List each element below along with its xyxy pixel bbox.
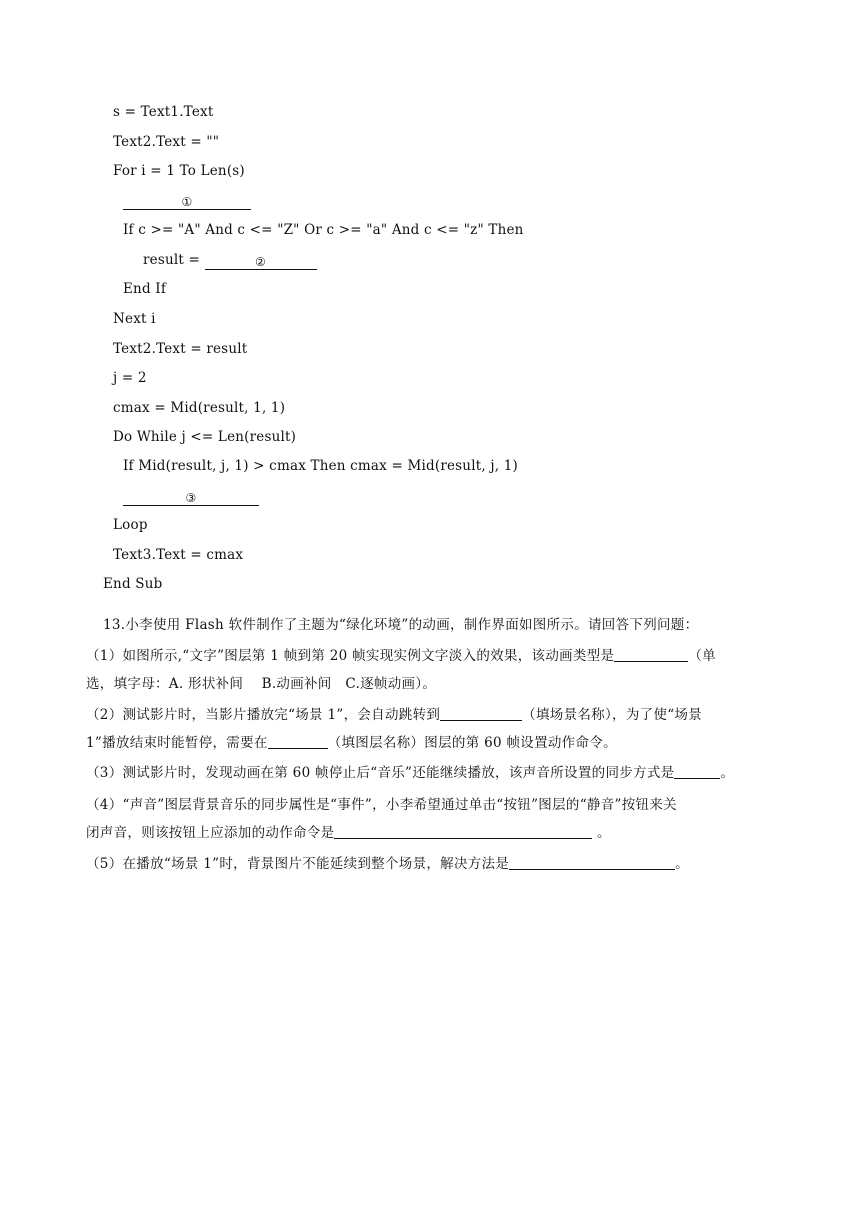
q13-part4-text-c: 。 (592, 825, 611, 841)
q13-part2-text-b: （填场景名称），为了使“场景 (522, 707, 703, 723)
q13-part5-blank[interactable] (509, 855, 675, 870)
q13-part3-text: （3）测试影片时，发现动画在第 60 帧停止后“音乐”还能继续播放，该声音所设置的同步方式是 (86, 765, 675, 781)
for-statement: For i = 1 To Len(s) (113, 163, 245, 179)
q13-part5-line (86, 855, 689, 873)
q13-part1-blank[interactable] (614, 647, 688, 662)
blank-3-marker: ③ (185, 491, 197, 505)
blank-2[interactable] (205, 255, 317, 270)
code-line-8: Next i (113, 311, 156, 327)
code-line-2: Text2.Text = "" (113, 134, 220, 150)
q13-part3-line (86, 764, 734, 782)
q13-part3-blank[interactable] (674, 764, 720, 779)
code-line-9: Text2.Text = result (113, 341, 248, 357)
code-line-17: End Sub (103, 576, 163, 592)
code-line-13: If Mid(result, j, 1) > cmax Then cmax = Mid(result, j, 1) (123, 458, 518, 474)
q13-part1-text-b: （单 (688, 648, 716, 664)
result-assign: result = (143, 252, 205, 268)
q13-part1-text: （1）如图所示,“文字”图层第 1 帧到第 20 帧实现实例文字淡入的效果，该动画类型是 (86, 648, 615, 664)
q13-part2-line1 (86, 706, 702, 724)
code-line-1: s = Text1.Text (113, 104, 214, 120)
q13-part3-text-b: 。 (720, 765, 735, 781)
q13-part2-blank-2[interactable] (268, 734, 328, 749)
code-line-15: Loop (113, 517, 148, 533)
code-line-12: Do While j <= Len(result) (113, 429, 297, 445)
q13-part2-blank-1[interactable] (440, 706, 522, 721)
code-line-16: Text3.Text = cmax (113, 547, 244, 563)
q13-part1-line1 (86, 647, 716, 665)
blank-3[interactable] (123, 491, 259, 506)
q13-part5-text-b: 。 (675, 856, 689, 872)
q13-part2-line2 (86, 734, 617, 752)
q13-part2-text-c: 1”播放结束时能暂停，需要在 (86, 735, 268, 751)
blank-1[interactable] (123, 195, 251, 210)
code-line-7: End If (123, 281, 167, 297)
blank-1-marker: ① (181, 195, 193, 209)
q13-part4-blank[interactable] (334, 824, 592, 839)
code-line-11: cmax = Mid(result, 1, 1) (113, 400, 286, 416)
q13-part4-line2 (86, 824, 611, 842)
blank-2-marker: ② (255, 255, 266, 269)
q13-part2-text-d: （填图层名称）图层的第 60 帧设置动作命令。 (327, 735, 617, 751)
code-line-10: j = 2 (113, 370, 147, 386)
q13-part5-text: （5）在播放“场景 1”时，背景图片不能延续到整个场景，解决方法是 (86, 856, 510, 872)
code-line-3 (113, 162, 245, 180)
q13-part4-text-b: 闭声音，则该按钮上应添加的动作命令是 (86, 825, 335, 841)
code-line-4 (123, 191, 251, 210)
code-line-14 (123, 487, 259, 506)
q13-part2-text: （2）测试影片时，当影片播放完“场景 1”，会自动跳转到 (86, 707, 441, 723)
code-line-5: If c >= "A" And c <= "Z" Or c >= "a" And c <= "z" Then (123, 222, 524, 238)
q13-part4-line1: （4）“声音”图层背景音乐的同步属性是“事件”，小李希望通过单击“按钮”图层的“静音”按钮来关 (86, 797, 677, 813)
question-13-intro: 13.小李使用 Flash 软件制作了主题为“绿化环境”的动画，制作界面如图所示。请回答下列问题： (103, 617, 699, 633)
q13-part1-line2: 选，填字母：A. 形状补间 B.动画补间 C.逐帧动画）。 (86, 676, 437, 692)
code-line-6 (143, 251, 317, 270)
